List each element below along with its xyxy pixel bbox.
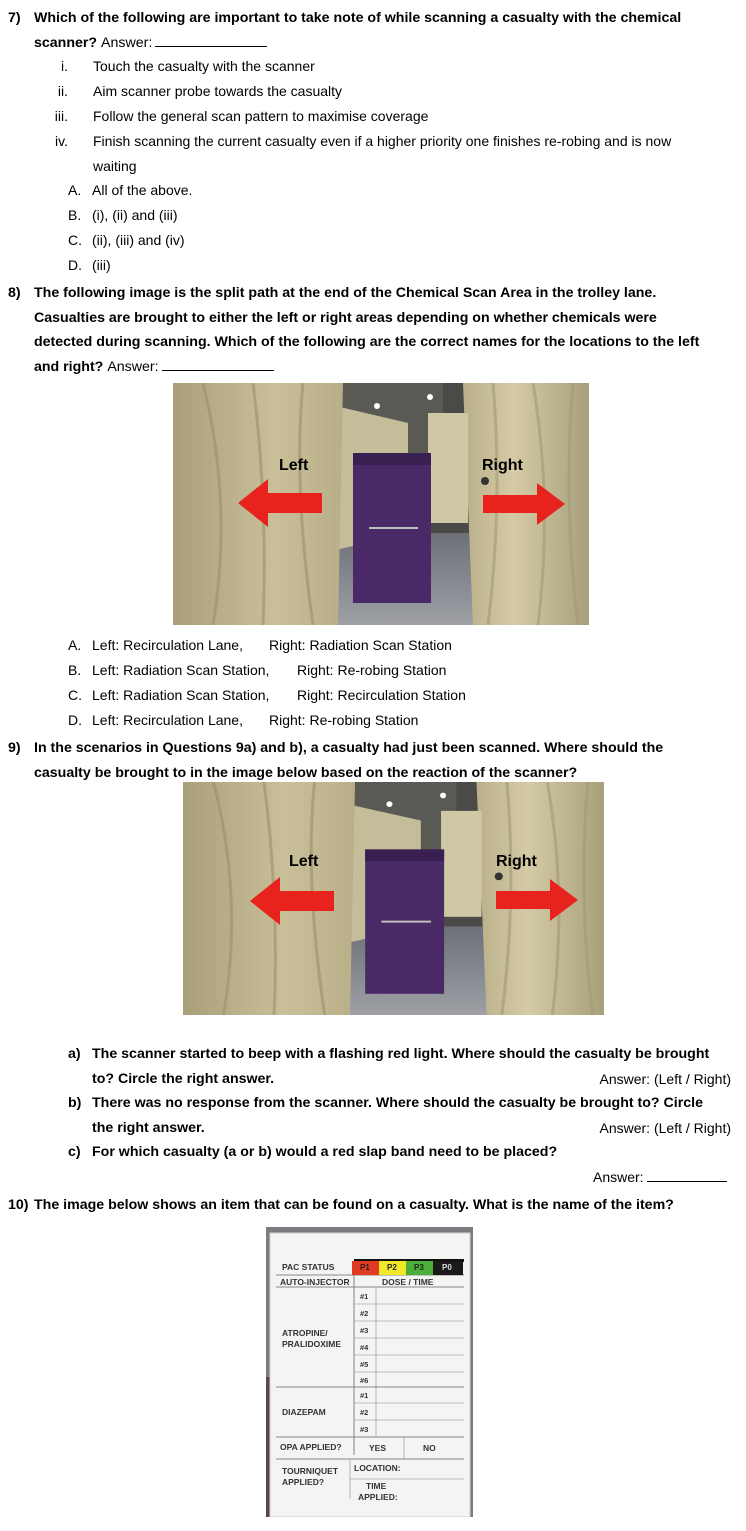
q8-option-left: Left: Radiation Scan Station,: [92, 687, 270, 703]
q7-item-numeral: ii.: [57, 83, 68, 99]
q8-option-right: Right: Recirculation Station: [297, 687, 466, 703]
q9-part-label: b): [68, 1095, 82, 1111]
q8-line: detected during scanning. Which of the following are the correct names for the locations to the left: [34, 334, 700, 350]
q9-part-answer[interactable]: Answer: (Left / Right): [599, 1120, 731, 1136]
q7-number: 7): [8, 10, 21, 26]
card-p0: P0: [442, 1263, 452, 1272]
card-opa-applied: OPA APPLIED?: [280, 1442, 342, 1452]
card-pac-status: PAC STATUS: [282, 1262, 335, 1272]
q7-option-text: (ii), (iii) and (iv): [92, 232, 185, 248]
card-atropine-row: #3: [360, 1326, 369, 1335]
card-diazepam-row: #3: [360, 1425, 369, 1434]
q8-answer-label: Answer:: [107, 359, 159, 375]
q7-line1: Which of the following are important to take note of while scanning a casualty with the chemical: [34, 10, 682, 26]
q10-number: 10): [8, 1197, 29, 1213]
q7-item-text: waiting: [93, 158, 137, 174]
q7-item-text: Touch the casualty with the scanner: [93, 58, 315, 74]
card-time-applied: APPLIED:: [358, 1492, 398, 1502]
card-atropine-row: #4: [360, 1343, 369, 1352]
q8-right-arrow-icon: [483, 483, 565, 525]
card-diazepam-row: #1: [360, 1391, 369, 1400]
card-tourniquet-applied: APPLIED?: [282, 1477, 325, 1487]
card-yes: YES: [369, 1443, 387, 1453]
q8-line: and right?: [34, 359, 104, 375]
card-dose-time: DOSE / TIME: [382, 1277, 434, 1287]
q8-option-right: Right: Re-robing Station: [269, 712, 419, 728]
card-atropine-row: #2: [360, 1309, 369, 1318]
q8-option-letter: C.: [68, 687, 82, 703]
q9-right-arrow-icon: [496, 879, 578, 921]
q7-item-numeral: iii.: [54, 108, 68, 124]
card-no: NO: [423, 1443, 436, 1453]
card-time: TIME: [366, 1481, 387, 1491]
q9-photo-left-label: Left: [289, 853, 319, 870]
card-p3: P3: [414, 1263, 424, 1272]
q9-left-arrow-icon: [250, 877, 334, 925]
q8-answer-blank[interactable]: [162, 357, 274, 371]
q9c-answer-blank[interactable]: [647, 1168, 727, 1182]
q7-item-text: Finish scanning the current casualty even if a higher priority one finishes re-robing and is now: [93, 133, 672, 149]
q7-item-text: Follow the general scan pattern to maximise coverage: [93, 108, 429, 124]
card-atropine: ATROPINE/: [282, 1328, 328, 1338]
q7-option-letter: D.: [68, 257, 82, 273]
q9-part-line: For which casualty (a or b) would a red slap band need to be placed?: [92, 1144, 558, 1160]
q7-option-text: All of the above.: [92, 182, 193, 198]
card-p1: P1: [360, 1263, 370, 1272]
card-tourniquet: TOURNIQUET: [282, 1466, 339, 1476]
q7-item-text: Aim scanner probe towards the casualty: [93, 83, 343, 99]
card-auto-injector: AUTO-INJECTOR: [280, 1277, 350, 1287]
q8-number: 8): [8, 285, 21, 301]
q9-line: casualty be brought to in the image below based on the reaction of the scanner?: [34, 765, 578, 781]
q10-line: The image below shows an item that can be found on a casualty. What is the name of the item?: [34, 1197, 674, 1213]
q9-photo-right-label: Right: [496, 853, 537, 870]
q7-line2: scanner?: [34, 35, 98, 51]
q9-part-label: a): [68, 1046, 81, 1062]
q7-item-numeral: i.: [61, 58, 68, 74]
q9-part-line: the right answer.: [92, 1120, 205, 1136]
card-diazepam: DIAZEPAM: [282, 1407, 326, 1417]
q7-option-text: (iii): [92, 257, 111, 273]
q8-option-left: Left: Radiation Scan Station,: [92, 662, 270, 678]
q8-line: Casualties are brought to either the left or right areas depending on whether chemicals were: [34, 310, 657, 326]
q8-photo-left-label: Left: [279, 457, 309, 474]
q9-number: 9): [8, 740, 21, 756]
q7-option-letter: A.: [68, 182, 82, 198]
q8-left-arrow-icon: [238, 479, 322, 527]
q9-part-answer: Answer:: [593, 1169, 644, 1185]
q9-part-label: c): [68, 1144, 81, 1160]
q7-answer-blank[interactable]: [155, 33, 267, 47]
q8-option-letter: B.: [68, 662, 82, 678]
q7-option-text: (i), (ii) and (iii): [92, 207, 178, 223]
card-p2: P2: [387, 1263, 397, 1272]
q7-option-letter: C.: [68, 232, 82, 248]
q10-card-photo: [266, 1227, 473, 1517]
q9-part-line: There was no response from the scanner. Where should the casualty be brought to? Circle: [92, 1095, 703, 1111]
q8-option-left: Left: Recirculation Lane,: [92, 637, 243, 653]
q9-line: In the scenarios in Questions 9a) and b), a casualty had just been scanned. Where should the: [34, 740, 664, 756]
q7-item-numeral: iv.: [55, 133, 68, 149]
card-location: LOCATION:: [354, 1463, 401, 1473]
q9-part-line: The scanner started to beep with a flashing red light. Where should the casualty be brought: [92, 1046, 710, 1062]
q9-part-line: to? Circle the right answer.: [92, 1071, 275, 1087]
card-atropine-row: #5: [360, 1360, 369, 1369]
q8-photo-right-label: Right: [482, 457, 523, 474]
q8-option-letter: A.: [68, 637, 82, 653]
q9-part-answer[interactable]: Answer: (Left / Right): [599, 1071, 731, 1087]
q8-line: The following image is the split path at the end of the Chemical Scan Area in the trolley lane.: [34, 285, 657, 301]
card-atropine-row: #1: [360, 1292, 369, 1301]
card-atropine-row: #6: [360, 1376, 369, 1385]
q8-option-right: Right: Radiation Scan Station: [269, 637, 452, 653]
q7-answer-label: Answer:: [101, 35, 153, 51]
q8-option-right: Right: Re-robing Station: [297, 662, 447, 678]
card-pralidoxime: PRALIDOXIME: [282, 1339, 342, 1349]
q8-option-left: Left: Recirculation Lane,: [92, 712, 243, 728]
q8-option-letter: D.: [68, 712, 82, 728]
q7-option-letter: B.: [68, 207, 82, 223]
card-diazepam-row: #2: [360, 1408, 369, 1417]
